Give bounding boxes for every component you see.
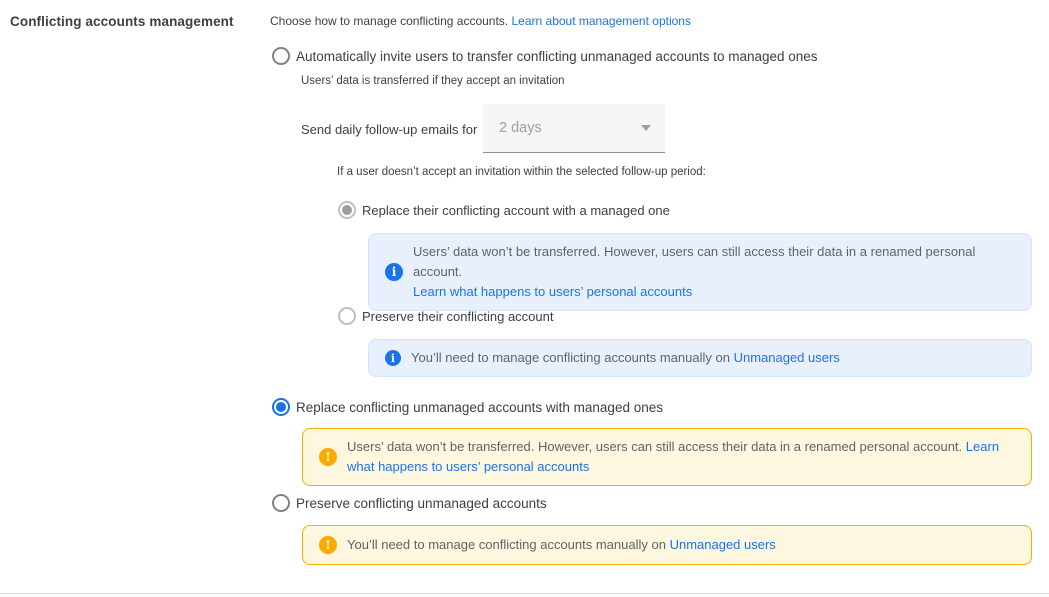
sub-replace-info-text: Users’ data won’t be transferred. However, users can still access their data in a renamed personal account. xyxy=(413,244,976,279)
option-replace-row xyxy=(272,398,663,417)
followup-note: If a user doesn’t accept an invitation within the selected follow-up period: xyxy=(337,166,706,178)
unmanaged-users-link[interactable]: Unmanaged users xyxy=(733,350,840,365)
option-replace-label[interactable]: Replace conflicting unmanaged accounts with managed ones xyxy=(296,400,663,415)
caret-down-icon xyxy=(641,125,651,131)
learn-about-management-options-link[interactable]: Learn about management options xyxy=(511,14,691,28)
info-icon: i xyxy=(385,263,403,281)
replace-warning-text-block xyxy=(347,437,1015,477)
replace-warning-link[interactable]: Learn what happens to users’ personal accounts xyxy=(347,439,1000,474)
option-invite-description: Users’ data is transferred if they accept an invitation xyxy=(301,75,565,87)
preserve-warning-text-block xyxy=(347,535,776,555)
sub-preserve-info-banner xyxy=(368,339,1032,377)
replace-warning-banner xyxy=(302,428,1032,486)
sub-option-replace-radio[interactable] xyxy=(338,201,356,219)
option-invite-radio[interactable] xyxy=(272,47,290,65)
intro-text: Choose how to manage conflicting accounts. xyxy=(270,14,509,28)
option-preserve-row xyxy=(272,494,547,513)
sub-option-replace-label[interactable]: Replace their conflicting account with a managed one xyxy=(362,203,670,218)
sub-replace-info-banner xyxy=(368,233,1032,311)
followup-duration-select[interactable] xyxy=(483,104,665,153)
preserve-warning-banner xyxy=(302,525,1032,565)
warning-icon: ! xyxy=(319,536,337,554)
sub-preserve-info-text-block xyxy=(411,348,840,368)
option-preserve-label[interactable]: Preserve conflicting unmanaged accounts xyxy=(296,496,547,511)
preserve-warning-text: You’ll need to manage conflicting accounts manually on xyxy=(347,537,666,552)
sub-preserve-info-text: You’ll need to manage conflicting accounts manually on xyxy=(411,350,730,365)
sub-option-replace-row xyxy=(338,201,670,220)
sub-replace-info-link[interactable]: Learn what happens to users’ personal accounts xyxy=(413,284,693,299)
option-replace-radio[interactable] xyxy=(272,398,290,416)
replace-warning-text: Users’ data won’t be transferred. However, users can still access their data in a renamed personal account. xyxy=(347,439,963,454)
followup-emails-label: Send daily follow-up emails for xyxy=(301,122,478,137)
sub-option-preserve-row xyxy=(338,307,553,326)
section-divider xyxy=(0,593,1049,594)
sub-option-preserve-radio[interactable] xyxy=(338,307,356,325)
option-invite-label[interactable]: Automatically invite users to transfer conflicting unmanaged accounts to managed ones xyxy=(296,49,818,64)
warning-icon: ! xyxy=(319,448,337,466)
setting-title: Conflicting accounts management xyxy=(10,14,234,29)
unmanaged-users-link[interactable]: Unmanaged users xyxy=(669,537,776,552)
info-icon: i xyxy=(385,350,401,366)
followup-duration-value: 2 days xyxy=(499,120,542,136)
intro-line xyxy=(270,14,691,28)
option-invite-row xyxy=(272,47,818,66)
sub-replace-info-text-block xyxy=(413,242,1015,302)
sub-option-preserve-label[interactable]: Preserve their conflicting account xyxy=(362,309,554,324)
option-preserve-radio[interactable] xyxy=(272,494,290,512)
